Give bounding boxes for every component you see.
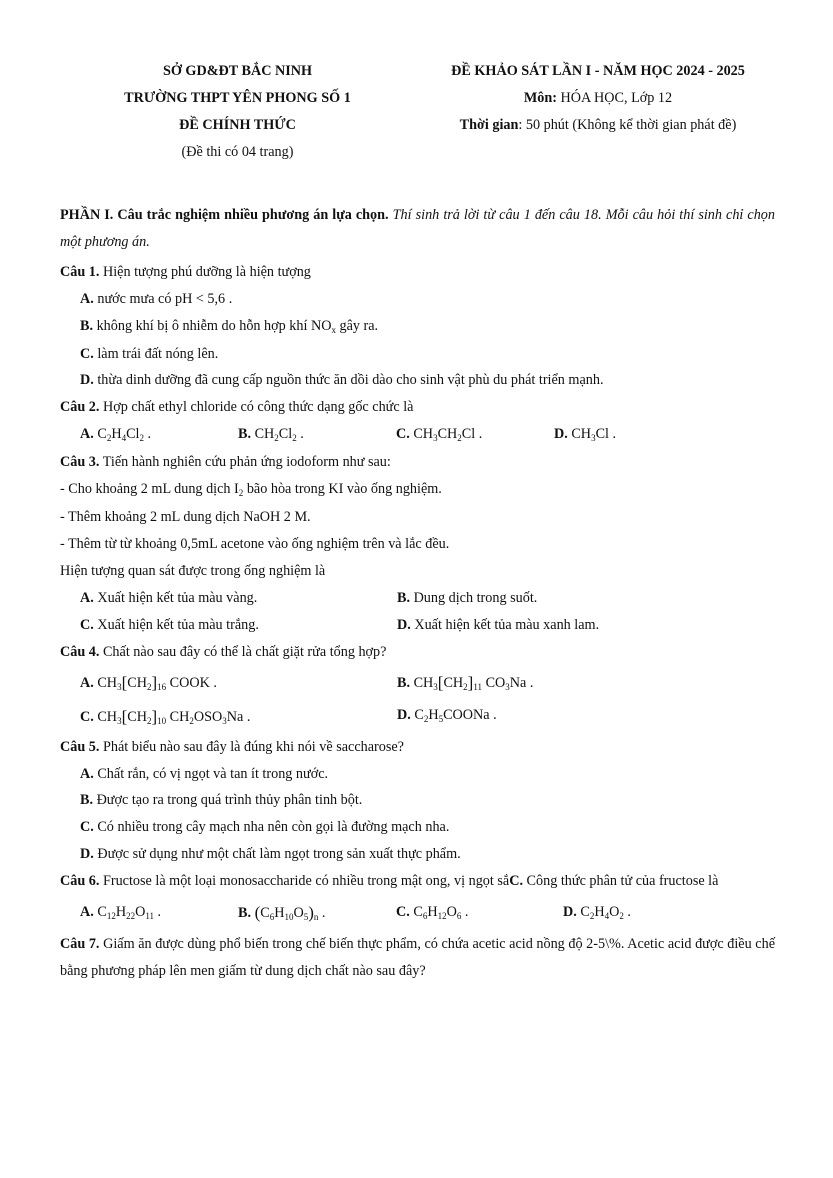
option-letter: D. <box>563 903 577 920</box>
official-label: ĐỀ CHÍNH THỨC <box>179 117 296 133</box>
q3-options-row-2 <box>60 612 775 639</box>
question-text: Phát biểu nào sau đây là đúng khi nói về saccharose? <box>99 738 404 755</box>
option-letter: C. <box>80 708 94 725</box>
option-letter: A. <box>80 426 94 443</box>
page-count-note: (Đề thi có 04 trang) <box>181 144 294 160</box>
q3-option-d <box>397 612 714 639</box>
option-text: Xuất hiện kết tủa màu xanh lam. <box>410 616 600 633</box>
step-text: bão hòa trong KI vào ống nghiệm. <box>243 480 442 497</box>
q1-option-b <box>60 313 775 341</box>
option-letter: B. <box>80 317 94 334</box>
option-letter: C. <box>80 616 94 633</box>
question-text: Hiện tượng phú dưỡng là hiện tượng <box>99 264 311 280</box>
question-text: Công thức phân tử của fructose là <box>523 872 719 889</box>
option-letter: B. <box>397 674 411 691</box>
q4-option-b <box>397 666 714 700</box>
question-3 <box>60 449 775 476</box>
question-4 <box>60 639 775 666</box>
exam-title: ĐỀ KHẢO SÁT LẦN I - NĂM HỌC 2024 - 2025 <box>451 63 745 79</box>
subject-value: HÓA HỌC, Lớp 12 <box>557 90 673 106</box>
q3-option-a <box>80 585 397 612</box>
time-value: : 50 phút (Không kể thời gian phát đề) <box>518 117 737 133</box>
formula: $C_2H_4Cl_2$ . <box>97 426 152 444</box>
q4-option-d <box>397 700 714 734</box>
q2-option-b <box>238 421 396 449</box>
q1-option-c <box>60 341 775 368</box>
option-letter: D. <box>80 372 94 389</box>
formula: $C_2H_5COONa$ . <box>414 706 497 724</box>
question-text: Fructose là một loại monosaccharide có nhiều trong mật ong, vị ngọt sắ <box>99 872 510 889</box>
question-text: Giấm ăn được dùng phổ biến trong chế biến thực phẩm, có chứa acetic acid nồng độ 2-5\%. Acetic acid được điều chế bằng phương pháp lên men giấm từ dung dịch chất nào sau đây? <box>60 935 775 979</box>
formula: $CH_2Cl_2$ . <box>254 426 304 444</box>
q5-option-d <box>60 841 775 868</box>
formula: $C_2H_4O_2$ . <box>580 903 631 921</box>
question-label: Câu 2. <box>60 399 100 416</box>
option-letter: C. <box>80 345 94 362</box>
formula: $CH_3CH_2Cl$ . <box>413 426 483 444</box>
formula: $CH_3[CH_2]_{16}$ COOK . <box>97 672 217 692</box>
option-text: nước mưa có pH < 5,6 . <box>93 291 233 307</box>
question-text: Chất nào sau đây có thể là chất giặt rửa tổng hợp? <box>99 643 387 660</box>
q6-option-c <box>396 895 563 931</box>
option-text: không khí bị ô nhiễm do hỗn hợp khí NO <box>93 317 332 334</box>
q6-option-d <box>563 895 631 931</box>
q3-step-3: - Thêm từ từ khoảng 0,5mL acetone vào ống nghiệm trên và lắc đều. <box>60 535 450 552</box>
subject-line <box>398 85 798 112</box>
time-label: Thời gian <box>459 117 519 133</box>
q1-option-a <box>60 286 775 313</box>
option-letter: A. <box>80 291 94 307</box>
q3-question: Hiện tượng quan sát được trong ống nghiệm là <box>60 562 326 579</box>
question-6 <box>60 868 775 895</box>
question-label: Câu 1. <box>60 264 100 280</box>
q4-options-row-2 <box>60 700 775 734</box>
q5-option-c <box>60 814 775 841</box>
option-letter: A. <box>80 765 94 782</box>
question-label: Câu 6. <box>60 872 100 889</box>
q4-option-c <box>80 700 397 734</box>
option-letter: B. <box>397 589 411 606</box>
q5-option-a <box>60 761 775 788</box>
formula: $C_6H_{12}O_6$ . <box>413 903 469 921</box>
option-letter: D. <box>397 616 411 633</box>
formula: $CH_3[CH_2]_{11}$ $CO_3Na$ . <box>413 672 534 692</box>
option-letter: D. <box>80 845 94 862</box>
section-instruction: Thí sinh trả lời từ câu 1 đến câu 18. Mỗi câu hỏi thí sinh chỉ chọn một phương án. <box>60 207 775 250</box>
q3-step-2: - Thêm khoảng 2 mL dung dịch NaOH 2 M. <box>60 508 311 525</box>
option-letter: D. <box>397 706 411 723</box>
q3-options-row-1 <box>60 585 775 612</box>
formula: $C_{12}H_{22}O_{11}$ . <box>97 903 162 921</box>
q1-option-d <box>60 367 775 394</box>
option-text: Xuất hiện kết tủa màu trắng. <box>93 616 259 633</box>
subscript: x <box>331 324 336 335</box>
option-letter: A. <box>80 903 94 920</box>
subscript: 2 <box>238 487 244 498</box>
subject-label: Môn: <box>523 90 557 106</box>
question-1 <box>60 259 775 286</box>
q2-options <box>60 421 775 449</box>
school-header <box>95 58 380 166</box>
q3-option-b <box>397 585 714 612</box>
option-text: Được tạo ra trong quá trình thủy phân tinh bột. <box>93 792 363 809</box>
exam-content <box>60 202 775 985</box>
q2-option-c <box>396 421 554 449</box>
option-letter: B. <box>238 426 252 443</box>
option-letter: B. <box>80 792 94 809</box>
formula: $(C_6H_{10}O_5)_n$ . <box>254 902 326 922</box>
option-letter: C. <box>396 426 410 443</box>
department-name: SỞ GD&ĐT BẮC NINH <box>162 63 313 79</box>
option-letter: A. <box>80 589 94 606</box>
question-2 <box>60 394 775 421</box>
q4-option-a <box>80 666 397 700</box>
option-text: Có nhiều trong cây mạch nha nên còn gọi là đường mạch nha. <box>93 819 450 836</box>
q3-option-c <box>80 612 397 639</box>
q3-step-1 <box>60 476 775 504</box>
option-letter: D. <box>554 426 568 443</box>
section-title: PHẦN I. Câu trắc nghiệm nhiều phương án lựa chọn. <box>60 207 389 223</box>
option-text: làm trái đất nóng lên. <box>93 345 219 362</box>
q4-options-row-1 <box>60 666 775 700</box>
formula: $CH_3Cl$ . <box>571 426 617 444</box>
option-letter: C. <box>80 819 94 836</box>
section-1-heading <box>60 202 775 256</box>
q5-option-b <box>60 787 775 814</box>
exam-header <box>398 58 798 139</box>
q6-option-b <box>238 895 396 931</box>
question-label: Câu 4. <box>60 643 100 660</box>
time-line <box>398 112 798 139</box>
question-text: Hợp chất ethyl chloride có công thức dạng gốc chức là <box>99 399 414 416</box>
question-5 <box>60 734 775 761</box>
option-letter: A. <box>80 674 94 691</box>
school-name: TRƯỜNG THPT YÊN PHONG SỐ 1 <box>124 90 351 106</box>
q2-option-d <box>554 421 616 449</box>
option-letter: B. <box>238 904 252 921</box>
option-text: thừa dinh dưỡng đã cung cấp nguồn thức ăn dồi dào cho sinh vật phù du phát triển mạnh. <box>93 372 604 389</box>
question-label: Câu 5. <box>60 738 100 755</box>
question-7 <box>60 931 775 985</box>
q2-option-a <box>80 421 238 449</box>
q6-option-a <box>80 895 238 931</box>
question-text-bold: C. <box>509 872 523 889</box>
question-label: Câu 3. <box>60 453 100 470</box>
question-text: Tiến hành nghiên cứu phản ứng iodoform như sau: <box>99 453 391 470</box>
option-letter: C. <box>396 903 410 920</box>
option-text: Dung dịch trong suốt. <box>410 589 538 606</box>
option-text: Được sử dụng như một chất làm ngọt trong sản xuất thực phẩm. <box>93 845 461 862</box>
formula: $CH_3[CH_2]_{10}$ $CH_2OSO_3Na$ . <box>97 706 251 726</box>
q6-options <box>60 895 775 931</box>
step-text: - Cho khoảng 2 mL dung dịch I <box>60 480 239 497</box>
question-label: Câu 7. <box>60 935 100 952</box>
option-text: Chất rắn, có vị ngọt và tan ít trong nước. <box>93 765 329 782</box>
option-text: Xuất hiện kết tủa màu vàng. <box>93 589 258 606</box>
option-text: gây ra. <box>335 317 379 334</box>
